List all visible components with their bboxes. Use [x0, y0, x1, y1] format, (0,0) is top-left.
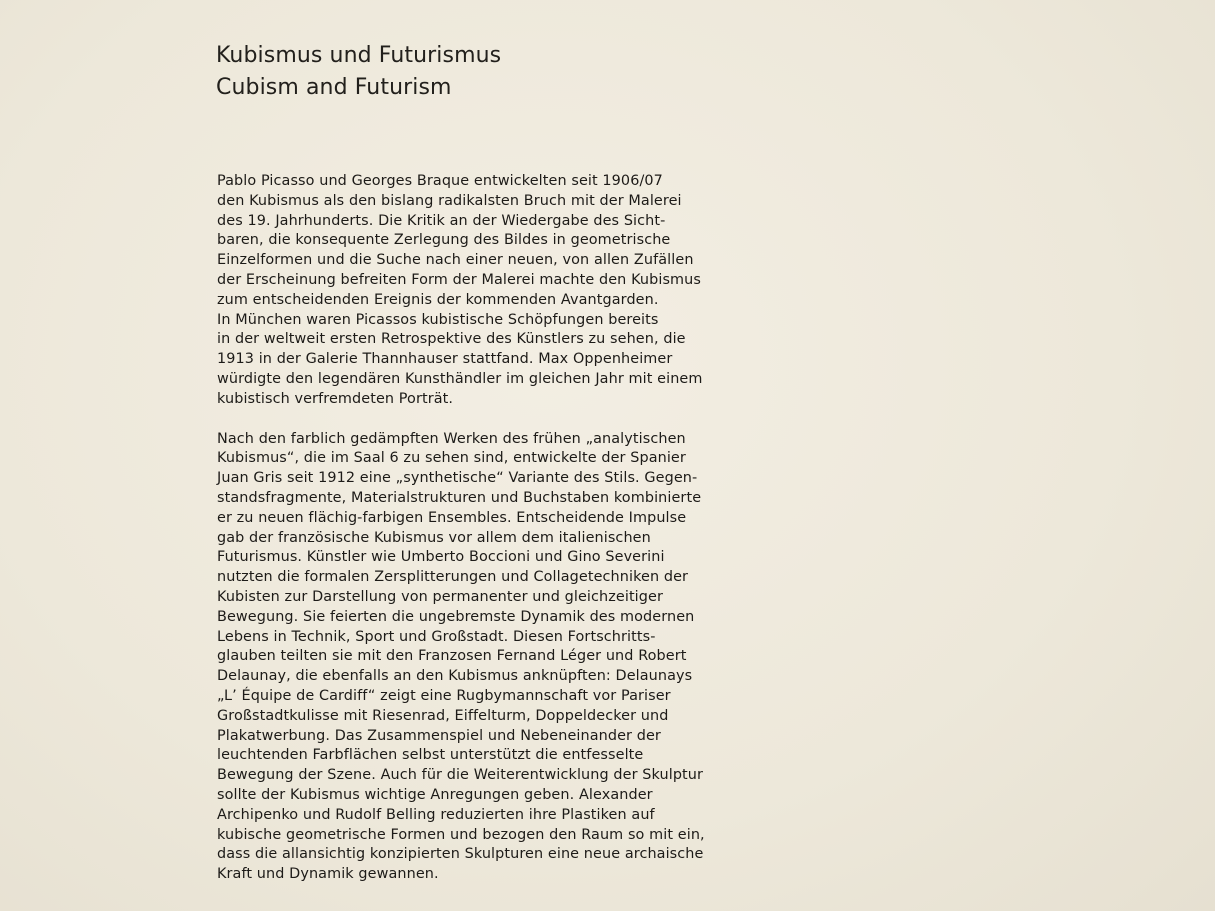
text-line: standsfragmente, Materialstrukturen und Buchstaben kombinierte — [217, 489, 702, 506]
text-line: Juan Gris seit 1912 eine „synthetische“ Variante des Stils. Gegen- — [217, 470, 698, 487]
body-text — [217, 172, 705, 885]
text-line: er zu neuen flächig-farbigen Ensembles. Entscheidende Impulse — [217, 509, 687, 526]
text-line: baren, die konsequente Zerlegung des Bildes in geometrische — [217, 232, 671, 249]
text-line: gab der französische Kubismus vor allem dem italienischen — [217, 529, 651, 546]
title-block — [216, 40, 501, 104]
paragraph-1 — [217, 172, 705, 410]
text-line: Kraft und Dynamik gewannen. — [217, 866, 439, 883]
text-line: Futurismus. Künstler wie Umberto Boccioni und Gino Severini — [217, 549, 665, 566]
text-line: Großstadtkulisse mit Riesenrad, Eiffelturm, Doppeldecker und — [217, 707, 669, 724]
text-line: kubistisch verfremdeten Porträt. — [217, 390, 454, 407]
text-line: Lebens in Technik, Sport und Großstadt. Diesen Fortschritts- — [217, 628, 656, 645]
text-line: den Kubismus als den bislang radikalsten Bruch mit der Malerei — [217, 192, 682, 209]
text-line: 1913 in der Galerie Thannhauser stattfand. Max Oppenheimer — [217, 351, 673, 368]
text-line: Nach den farblich gedämpften Werken des frühen „analytischen — [217, 430, 686, 447]
text-line: kubische geometrische Formen und bezogen den Raum so mit ein, — [217, 826, 705, 843]
text-line: würdigte den legendären Kunsthändler im gleichen Jahr mit einem — [217, 370, 703, 387]
text-line: in der weltweit ersten Retrospektive des Künstlers zu sehen, die — [217, 331, 686, 348]
text-line: glauben teilten sie mit den Franzosen Fernand Léger und Robert — [217, 648, 687, 665]
text-line: Archipenko und Rudolf Belling reduzierten ihre Plastiken auf — [217, 806, 655, 823]
text-line: zum entscheidenden Ereignis der kommenden Avantgarden. — [217, 291, 659, 308]
text-line: Delaunay, die ebenfalls an den Kubismus anknüpften: Delaunays — [217, 668, 693, 685]
title-german: Kubismus und Futurismus — [216, 43, 502, 68]
text-line: Bewegung der Szene. Auch für die Weiterentwicklung der Skulptur — [217, 767, 704, 784]
text-line: Bewegung. Sie feierten die ungebremste Dynamik des modernen — [217, 608, 695, 625]
text-line: leuchtenden Farbflächen selbst unterstützt die entfesselte — [217, 747, 644, 764]
text-line: Pablo Picasso und Georges Braque entwickelten seit 1906/07 — [217, 173, 663, 189]
text-line: der Erscheinung befreiten Form der Malerei machte den Kubismus — [217, 271, 701, 288]
text-line: „L’ Équipe de Cardiff“ zeigt eine Rugbymannschaft vor Pariser — [217, 687, 671, 704]
paragraph-2 — [217, 430, 705, 885]
text-line: nutzten die formalen Zersplitterungen und Collagetechniken der — [217, 569, 689, 586]
text-line: Einzelformen und die Suche nach einer neuen, von allen Zufällen — [217, 252, 694, 269]
text-line: des 19. Jahrhunderts. Die Kritik an der Wiedergabe des Sicht- — [217, 212, 666, 229]
text-line: Kubismus“, die im Saal 6 zu sehen sind, entwickelte der Spanier — [217, 450, 686, 467]
text-line: sollte der Kubismus wichtige Anregungen geben. Alexander — [217, 786, 653, 803]
text-line: In München waren Picassos kubistische Schöpfungen bereits — [217, 311, 659, 328]
text-line: dass die allansichtig konzipierten Skulpturen eine neue archaische — [217, 846, 704, 863]
text-line: Plakatwerbung. Das Zusammenspiel und Nebeneinander der — [217, 727, 661, 744]
title-english: Cubism and Futurism — [216, 75, 452, 100]
text-line: Kubisten zur Darstellung von permanenter und gleichzeitiger — [217, 588, 663, 605]
